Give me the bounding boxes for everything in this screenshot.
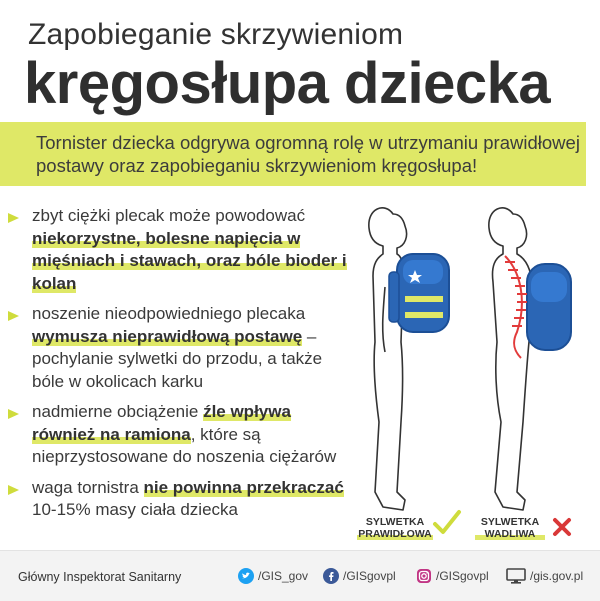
instagram-icon [416, 568, 432, 584]
bullet-text: – pochylanie sylwetki do przodu, a także bóle w okolicach karku [32, 326, 323, 391]
caption-correct: SYLWETKA PRAWIDŁOWA [358, 516, 432, 540]
monitor-icon [506, 568, 526, 584]
check-icon [432, 508, 462, 538]
facebook-handle: /GISgovpl [343, 569, 396, 583]
twitter-link[interactable] [238, 568, 308, 584]
bullet-highlight: nie powinna przekraczać [143, 477, 344, 497]
facebook-link[interactable] [323, 568, 396, 584]
org-name: Główny Inspektorat Sanitarny [18, 570, 182, 584]
bullet-item [8, 477, 353, 522]
backpack-good [389, 254, 449, 332]
bullet-item [8, 205, 353, 295]
bullet-highlight: wymusza nieprawidłową postawę [32, 326, 303, 346]
bullet-marker-icon [8, 485, 19, 495]
bullet-text: noszenie nieodpowiedniego plecaka [32, 304, 306, 323]
bullet-marker-icon [8, 311, 19, 321]
bullet-text: , które są nieprzystosowane do noszenia ciężarów [32, 424, 337, 466]
bullet-highlight: źle wpływa również na ramiona [32, 402, 291, 444]
correct-posture-figure [369, 208, 407, 510]
banner-text: Tornister dziecka odgrywa ogromną rolę w utrzymaniu prawidłowej postawy oraz zapobieganiu skrzywieniom kręgosłupa! [36, 132, 580, 176]
instagram-handle: /GISgovpl [436, 569, 489, 583]
backpack-bad [527, 264, 571, 350]
footer [0, 550, 600, 601]
bullet-text: nadmierne obciążenie [32, 402, 204, 421]
bullet-text: 10-15% masy ciała dziecka [32, 500, 238, 519]
website-link[interactable] [506, 568, 583, 584]
bullet-marker-icon [8, 409, 19, 419]
bullet-text: zbyt ciężki plecak może powodować [32, 206, 306, 225]
twitter-handle: /GIS_gov [258, 569, 309, 583]
bullet-list [8, 205, 353, 530]
bullet-highlight: niekorzystne, bolesne napięcia w mięśniach i stawach, oraz bóle bioder i kolan [32, 228, 347, 293]
incorrect-posture-figure [489, 208, 531, 510]
instagram-link[interactable] [416, 568, 489, 584]
bullet-marker-icon [8, 213, 19, 223]
twitter-icon [238, 568, 254, 584]
caption-incorrect: SYLWETKA WADLIWA [475, 516, 545, 540]
bullet-text: waga tornistra [32, 477, 144, 497]
website-url: /gis.gov.pl [530, 569, 584, 583]
bullet-item [8, 401, 353, 469]
intro-banner [0, 122, 586, 186]
page-title: kręgosłupa dziecka [24, 51, 551, 116]
bullet-item [8, 303, 353, 393]
facebook-icon [323, 568, 339, 584]
cross-icon [551, 516, 573, 538]
subtitle: Zapobieganie skrzywieniom [28, 18, 404, 51]
posture-illustration [345, 192, 595, 532]
